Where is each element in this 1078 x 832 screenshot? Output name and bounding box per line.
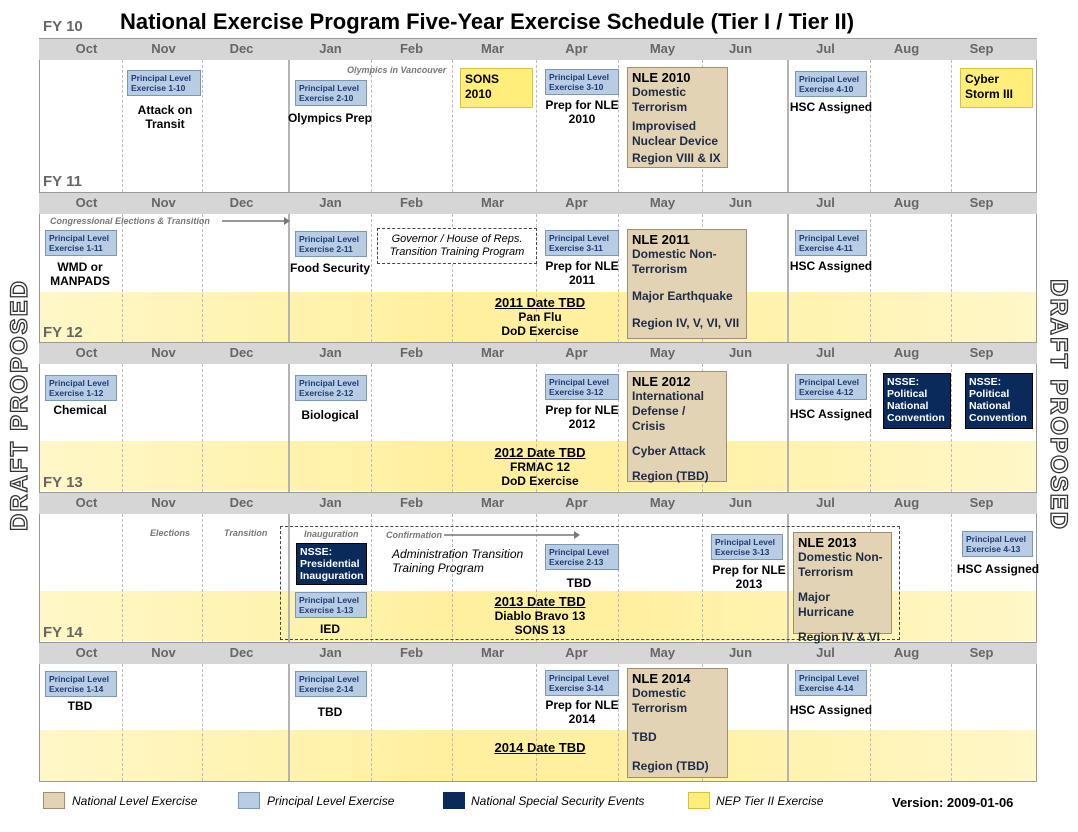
nsse-political-convention[interactable]: NSSE: Political National Convention — [965, 373, 1033, 429]
month-label: Aug — [893, 41, 920, 56]
month-label: Oct — [75, 41, 98, 56]
month-gridline — [371, 364, 372, 492]
nle-region: Region IV, V, VI, VII — [632, 316, 740, 330]
month-label: Mar — [480, 195, 505, 210]
month-label: Jul — [816, 495, 835, 510]
principal-exercise-1-12[interactable]: Principal Level Exercise 1-12 — [45, 375, 117, 401]
month-label: Jun — [728, 495, 753, 510]
month-label: Jul — [816, 645, 835, 660]
month-label: Jan — [319, 645, 342, 660]
elections-note: Elections — [150, 528, 191, 538]
legend-swatch-nsse — [443, 792, 465, 809]
legend-tier2: NEP Tier II Exercise — [716, 794, 824, 808]
month-label: Jun — [728, 645, 753, 660]
month-label: Mar — [480, 495, 505, 510]
month-label: Oct — [75, 345, 98, 360]
month-label: Apr — [565, 345, 588, 360]
nle-scenario: Domestic Non-Terrorism — [632, 247, 717, 276]
month-label: Feb — [399, 495, 424, 510]
month-label: Feb — [399, 345, 424, 360]
principal-exercise-3-11[interactable]: Principal Level Exercise 3-11 — [545, 230, 619, 256]
principal-exercise-4-13[interactable]: Principal Level Exercise 4-13 — [962, 531, 1033, 557]
draft-watermark-right: DRAFT PROPOSED — [1045, 278, 1072, 532]
month-label: Sep — [969, 495, 994, 510]
nle-2012[interactable] — [627, 371, 727, 482]
principal-exercise-4-14[interactable]: Principal Level Exercise 4-14 — [795, 670, 867, 696]
principal-exercise-1-11[interactable]: Principal Level Exercise 1-11 — [45, 230, 117, 256]
month-label: Dec — [229, 41, 254, 56]
month-label: Nov — [151, 345, 176, 360]
nle-detail: Cyber Attack — [632, 444, 706, 458]
month-gridline — [870, 364, 871, 492]
tier2-title: 2014 Date TBD — [494, 740, 586, 755]
month-label: Feb — [399, 645, 424, 660]
month-label: Oct — [75, 495, 98, 510]
month-gridline — [951, 214, 952, 342]
month-gridline — [951, 514, 952, 642]
principal-exercise-label: Chemical — [53, 403, 107, 417]
principal-exercise-1-14[interactable]: Principal Level Exercise 1-14 — [45, 671, 117, 697]
draft-watermark-left: DRAFT PROPOSED — [6, 278, 33, 532]
month-label: May — [649, 345, 676, 360]
month-gridline — [951, 664, 952, 781]
month-gridline — [870, 214, 871, 342]
month-gridline — [202, 514, 203, 642]
fy-label: FY 14 — [43, 624, 83, 641]
tier2-2013[interactable] — [440, 595, 640, 637]
month-label: Jun — [728, 345, 753, 360]
tier2-cyber-storm-iii[interactable]: Cyber Storm III — [960, 68, 1033, 108]
olympics-note: Olympics in Vancouver — [347, 65, 447, 75]
principal-exercise-3-12[interactable]: Principal Level Exercise 3-12 — [545, 374, 619, 400]
principal-exercise-4-10[interactable]: Principal Level Exercise 4-10 — [795, 71, 867, 97]
principal-exercise-2-10[interactable]: Principal Level Exercise 2-10 — [295, 80, 367, 106]
month-label: May — [649, 195, 676, 210]
month-label: Jul — [816, 195, 835, 210]
tier2-line: DoD Exercise — [501, 324, 579, 338]
tier2-title: 2013 Date TBD — [494, 594, 586, 609]
month-gridline — [122, 364, 123, 492]
month-gridline — [122, 664, 123, 781]
principal-exercise-label: TBD — [566, 576, 592, 590]
principal-exercise-2-11[interactable]: Principal Level Exercise 2-11 — [295, 231, 367, 257]
nle-2011[interactable] — [627, 229, 747, 339]
month-label: Dec — [229, 645, 254, 660]
month-label: May — [649, 645, 676, 660]
month-label: Apr — [565, 41, 588, 56]
month-label: Jul — [816, 345, 835, 360]
month-label: Jan — [319, 41, 342, 56]
month-gridline — [452, 60, 453, 192]
tier2-line: DoD Exercise — [501, 474, 579, 488]
nle-detail: Major Earthquake — [632, 289, 733, 303]
nle-2013[interactable] — [793, 532, 892, 644]
month-gridline — [452, 664, 453, 781]
nle-scenario: International Defense / Crisis — [632, 389, 705, 433]
month-label: Dec — [229, 345, 254, 360]
legend-swatch-principal — [238, 792, 260, 809]
nle-detail: Improvised Nuclear Device — [632, 119, 719, 148]
nle-title: NLE 2013 — [798, 535, 857, 550]
month-label: Dec — [229, 195, 254, 210]
principal-exercise-label: Prep for NLE 2013 — [712, 563, 786, 591]
page-title: National Exercise Program Five-Year Exercise Schedule (Tier I / Tier II) — [120, 9, 855, 34]
month-labels-fy11 — [39, 193, 1037, 214]
month-label: Nov — [151, 41, 176, 56]
month-gridline — [202, 214, 203, 342]
nle-scenario: Domestic Terrorism — [632, 686, 688, 715]
month-label: Nov — [151, 495, 176, 510]
month-label: Aug — [893, 495, 920, 510]
legend-swatch-national — [43, 792, 65, 809]
month-label: Jun — [728, 195, 753, 210]
nle-region: Region (TBD) — [632, 759, 709, 773]
month-label: Jan — [319, 345, 342, 360]
month-label: Jan — [319, 495, 342, 510]
nle-region: Region IV & VI — [798, 630, 881, 644]
month-label: Nov — [151, 195, 176, 210]
principal-exercise-1-13[interactable]: Principal Level Exercise 1-13 — [295, 592, 367, 618]
principal-exercise-label: TBD — [317, 705, 343, 719]
month-labels-fy10 — [39, 39, 1037, 60]
tier2-title: 2011 Date TBD — [494, 295, 586, 310]
tier2-line: FRMAC 12 — [509, 460, 570, 474]
nle-2010[interactable] — [627, 67, 728, 168]
month-label: Feb — [399, 195, 424, 210]
fy-label: FY 13 — [43, 474, 83, 491]
principal-exercise-label: HSC Assigned — [789, 703, 873, 717]
principal-exercise-label: Food Security — [289, 261, 370, 275]
month-gridline — [870, 60, 871, 192]
nle-2014[interactable] — [627, 668, 728, 778]
governor-transition-training[interactable]: Governor / House of Reps. Transition Training Program — [377, 228, 537, 264]
principal-exercise-label: Attack on Transit — [137, 103, 193, 131]
legend-national: National Level Exercise — [72, 794, 198, 808]
month-label: Jul — [816, 41, 835, 56]
nle-title: NLE 2011 — [632, 232, 690, 247]
tier2-line: Diablo Bravo 13 — [494, 609, 586, 623]
principal-exercise-label: Olympics Prep — [287, 111, 373, 125]
month-label: Sep — [969, 345, 994, 360]
tier2-line: Pan Flu — [518, 310, 562, 324]
confirmation-arrow — [444, 529, 584, 541]
nle-title: NLE 2010 — [632, 70, 691, 85]
month-label: Aug — [893, 345, 920, 360]
principal-exercise-label: IED — [319, 622, 340, 636]
elections-note: Congressional Elections & Transition — [50, 216, 210, 226]
principal-exercise-label: Prep for NLE 2014 — [545, 698, 619, 726]
legend-principal: Principal Level Exercise — [267, 794, 395, 808]
month-label: May — [649, 41, 676, 56]
nle-scenario: Domestic Terrorism — [632, 85, 688, 114]
tier2-band-fy14 — [40, 730, 1036, 781]
principal-exercise-label: HSC Assigned — [789, 100, 873, 114]
month-gridline — [202, 664, 203, 781]
month-label: Apr — [565, 495, 588, 510]
principal-exercise-label: WMD or MANPADS — [50, 260, 110, 288]
month-gridline — [371, 60, 372, 192]
nsse-political-convention[interactable]: NSSE: Political National Convention — [883, 373, 951, 429]
month-gridline — [122, 514, 123, 642]
inauguration-note: Inauguration — [304, 529, 359, 539]
tier2-2011[interactable] — [440, 296, 640, 338]
nle-title: NLE 2012 — [632, 374, 691, 389]
legend-nsse: National Special Security Events — [471, 794, 645, 808]
nle-region: Region VIII & IX — [632, 151, 721, 165]
month-label: Apr — [565, 195, 588, 210]
month-label: Jan — [319, 195, 342, 210]
principal-exercise-label: Prep for NLE 2010 — [545, 98, 619, 126]
nle-scenario: Domestic Non-Terrorism — [798, 550, 883, 579]
principal-exercise-label: HSC Assigned — [789, 407, 873, 421]
principal-exercise-2-13[interactable]: Principal Level Exercise 2-13 — [545, 544, 619, 570]
month-labels-fy12 — [39, 343, 1037, 364]
month-gridline — [536, 60, 537, 192]
month-label: Aug — [893, 195, 920, 210]
month-labels-fy14 — [39, 643, 1037, 664]
principal-exercise-label: Prep for NLE 2011 — [545, 259, 619, 287]
month-label: Mar — [480, 41, 505, 56]
confirmation-note: Confirmation — [386, 530, 442, 540]
month-gridline — [371, 214, 372, 342]
month-label: Feb — [399, 41, 424, 56]
month-label: Oct — [75, 195, 98, 210]
principal-exercise-2-14[interactable]: Principal Level Exercise 2-14 — [295, 671, 367, 697]
month-gridline — [951, 364, 952, 492]
legend-swatch-tier2 — [688, 792, 710, 809]
month-label: Sep — [969, 195, 994, 210]
month-gridline — [951, 60, 952, 192]
principal-exercise-label: Prep for NLE 2012 — [545, 403, 619, 431]
fy-label: FY 10 — [43, 18, 83, 35]
tier2-title: 2012 Date TBD — [494, 445, 586, 460]
month-label: Mar — [480, 645, 505, 660]
version-label: Version: 2009-01-06 — [892, 795, 1014, 810]
month-label: Apr — [565, 645, 588, 660]
month-gridline — [202, 364, 203, 492]
fy-label: FY 12 — [43, 324, 83, 341]
transition-arrow — [222, 215, 292, 227]
principal-exercise-3-10[interactable]: Principal Level Exercise 3-10 — [545, 69, 619, 95]
principal-exercise-2-12[interactable]: Principal Level Exercise 2-12 — [295, 375, 367, 401]
principal-exercise-3-14[interactable]: Principal Level Exercise 3-14 — [545, 670, 619, 696]
tier2-sons-2010[interactable]: SONS 2010 — [460, 68, 533, 108]
principal-exercise-label: TBD — [67, 699, 93, 713]
nle-detail: Major Hurricane — [798, 590, 855, 619]
month-label: Jun — [728, 41, 753, 56]
principal-exercise-3-13[interactable]: Principal Level Exercise 3-13 — [711, 534, 783, 560]
tier2-2014[interactable] — [440, 741, 640, 755]
nle-detail: TBD — [632, 730, 657, 744]
month-gridline — [870, 664, 871, 781]
nle-title: NLE 2014 — [632, 671, 691, 686]
tier2-2012[interactable] — [440, 446, 640, 488]
tier2-line: SONS 13 — [514, 623, 566, 637]
principal-exercise-1-10[interactable]: Principal Level Exercise 1-10 — [127, 70, 201, 96]
month-label: Sep — [969, 41, 994, 56]
month-label: Aug — [893, 645, 920, 660]
nle-region: Region (TBD) — [632, 469, 709, 483]
fy-label: FY 11 — [43, 173, 82, 190]
principal-exercise-label: HSC Assigned — [956, 562, 1040, 576]
principal-exercise-4-12[interactable]: Principal Level Exercise 4-12 — [795, 374, 867, 400]
month-label: Sep — [969, 645, 994, 660]
transition-note: Transition — [224, 528, 268, 538]
month-gridline — [371, 664, 372, 781]
principal-exercise-label: Biological — [301, 408, 359, 422]
nsse-presidential-inauguration[interactable]: NSSE: Presidential Inauguration — [296, 543, 367, 585]
principal-exercise-label: HSC Assigned — [789, 259, 873, 273]
principal-exercise-4-11[interactable]: Principal Level Exercise 4-11 — [795, 230, 867, 256]
month-label: Oct — [75, 645, 98, 660]
administration-transition-program: Administration Transition Training Program — [392, 547, 524, 575]
month-label: Mar — [480, 345, 505, 360]
month-label: Nov — [151, 645, 176, 660]
month-labels-fy13 — [39, 493, 1037, 514]
month-label: Dec — [229, 495, 254, 510]
month-label: May — [649, 495, 676, 510]
